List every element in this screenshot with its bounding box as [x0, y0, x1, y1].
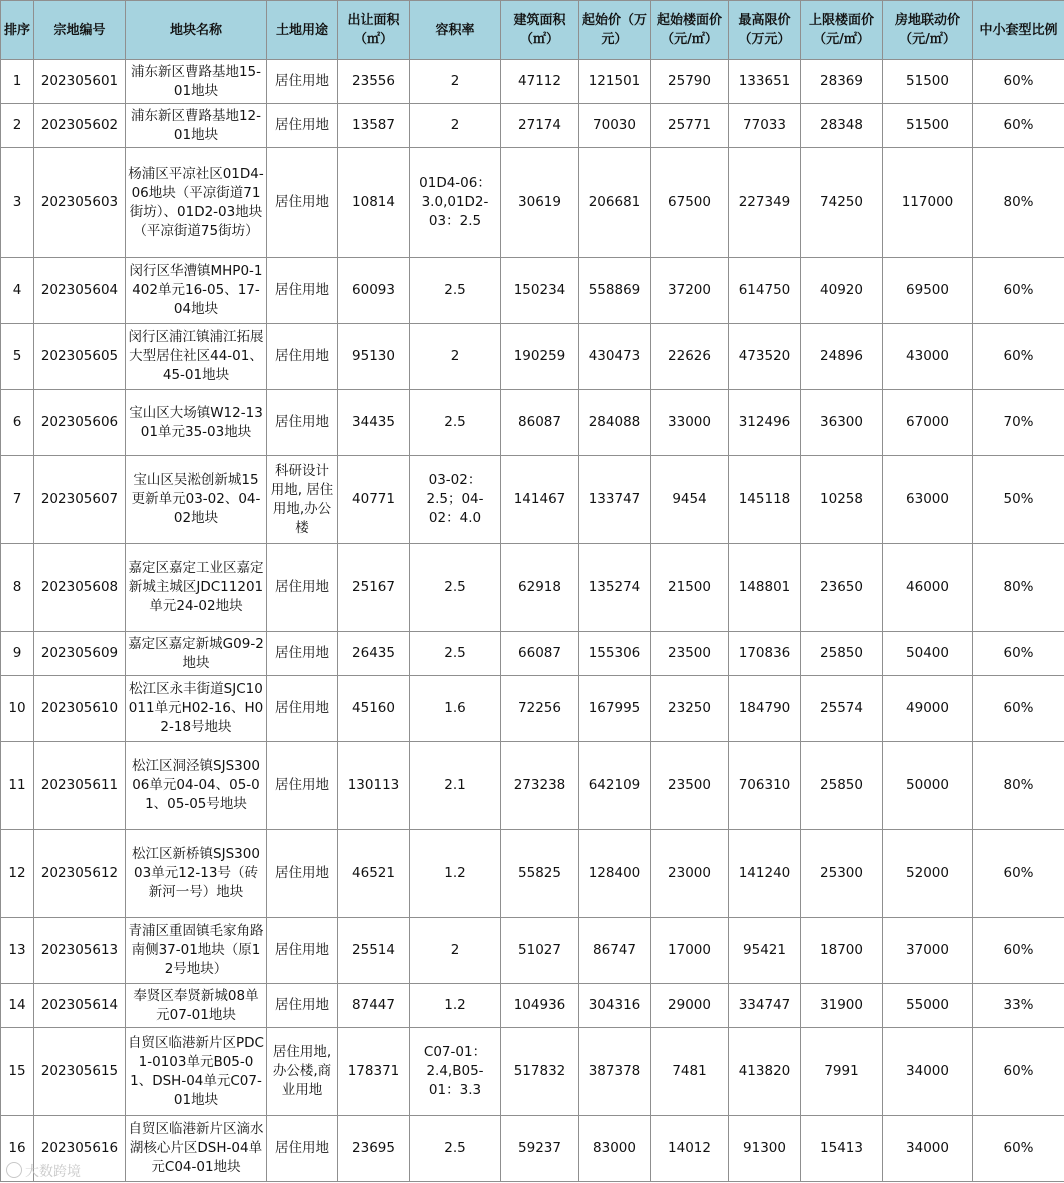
cell-build-area: 30619 [501, 148, 579, 258]
cell-max-price: 95421 [729, 918, 801, 984]
cell-start-price: 133747 [579, 456, 651, 544]
cell-max-floor-price: 31900 [801, 984, 883, 1028]
cell-use: 居住用地 [267, 632, 338, 676]
cell-linked-price: 46000 [883, 544, 973, 632]
cell-max-floor-price: 24896 [801, 324, 883, 390]
cell-use: 居住用地 [267, 1116, 338, 1182]
cell-area: 25167 [338, 544, 410, 632]
cell-area: 25514 [338, 918, 410, 984]
cell-area: 34435 [338, 390, 410, 456]
cell-name: 闵行区浦江镇浦江拓展大型居住社区44-01、45-01地块 [126, 324, 267, 390]
cell-area: 130113 [338, 742, 410, 830]
cell-use: 居住用地 [267, 60, 338, 104]
cell-start-floor-price: 21500 [651, 544, 729, 632]
cell-small-unit-ratio: 60% [973, 1116, 1064, 1182]
cell-area: 95130 [338, 324, 410, 390]
cell-build-area: 55825 [501, 830, 579, 918]
cell-max-floor-price: 25574 [801, 676, 883, 742]
cell-max-price: 170836 [729, 632, 801, 676]
cell-rank: 14 [1, 984, 34, 1028]
cell-max-floor-price: 7991 [801, 1028, 883, 1116]
cell-use: 居住用地 [267, 918, 338, 984]
cell-rank: 3 [1, 148, 34, 258]
header-max-floor-price: 上限楼面价（元/㎡） [801, 1, 883, 60]
cell-build-area: 62918 [501, 544, 579, 632]
cell-use: 居住用地 [267, 984, 338, 1028]
cell-rank: 8 [1, 544, 34, 632]
cell-max-price: 312496 [729, 390, 801, 456]
cell-build-area: 273238 [501, 742, 579, 830]
cell-area: 13587 [338, 104, 410, 148]
cell-linked-price: 67000 [883, 390, 973, 456]
cell-small-unit-ratio: 60% [973, 632, 1064, 676]
cell-max-price: 141240 [729, 830, 801, 918]
cell-linked-price: 43000 [883, 324, 973, 390]
cell-max-floor-price: 74250 [801, 148, 883, 258]
cell-far: 2.5 [410, 390, 501, 456]
cell-code: 202305605 [34, 324, 126, 390]
cell-code: 202305610 [34, 676, 126, 742]
cell-linked-price: 49000 [883, 676, 973, 742]
cell-start-floor-price: 25771 [651, 104, 729, 148]
cell-far: 2 [410, 324, 501, 390]
cell-rank: 16 [1, 1116, 34, 1182]
cell-max-price: 614750 [729, 258, 801, 324]
cell-small-unit-ratio: 80% [973, 148, 1064, 258]
cell-name: 嘉定区嘉定工业区嘉定新城主城区JDC11201单元24-02地块 [126, 544, 267, 632]
cell-start-price: 121501 [579, 60, 651, 104]
cell-use: 居住用地 [267, 390, 338, 456]
cell-max-floor-price: 36300 [801, 390, 883, 456]
cell-far: 2 [410, 918, 501, 984]
cell-max-floor-price: 25850 [801, 742, 883, 830]
header-build-area: 建筑面积（㎡） [501, 1, 579, 60]
cell-max-floor-price: 28348 [801, 104, 883, 148]
cell-code: 202305614 [34, 984, 126, 1028]
table-row [1, 1116, 1064, 1182]
cell-small-unit-ratio: 80% [973, 544, 1064, 632]
table-row [1, 104, 1064, 148]
cell-name: 自贸区临港新片区PDC1-0103单元B05-01、DSH-04单元C07-01地块 [126, 1028, 267, 1116]
cell-use: 居住用地 [267, 544, 338, 632]
cell-max-floor-price: 15413 [801, 1116, 883, 1182]
cell-small-unit-ratio: 70% [973, 390, 1064, 456]
cell-far: C07-01：2.4,B05-01：3.3 [410, 1028, 501, 1116]
cell-max-price: 227349 [729, 148, 801, 258]
cell-build-area: 141467 [501, 456, 579, 544]
cell-far: 2 [410, 104, 501, 148]
cell-build-area: 51027 [501, 918, 579, 984]
header-start-price: 起始价（万元） [579, 1, 651, 60]
cell-name: 自贸区临港新片区滴水湖核心片区DSH-04单元C04-01地块 [126, 1116, 267, 1182]
table-row [1, 258, 1064, 324]
cell-start-floor-price: 29000 [651, 984, 729, 1028]
cell-max-price: 133651 [729, 60, 801, 104]
table-row [1, 60, 1064, 104]
cell-start-floor-price: 22626 [651, 324, 729, 390]
cell-start-floor-price: 17000 [651, 918, 729, 984]
cell-max-floor-price: 23650 [801, 544, 883, 632]
cell-area: 23556 [338, 60, 410, 104]
cell-start-floor-price: 25790 [651, 60, 729, 104]
cell-small-unit-ratio: 60% [973, 104, 1064, 148]
table-row [1, 544, 1064, 632]
cell-start-price: 128400 [579, 830, 651, 918]
cell-far: 2.5 [410, 258, 501, 324]
cell-start-price: 83000 [579, 1116, 651, 1182]
cell-area: 23695 [338, 1116, 410, 1182]
table-body [1, 60, 1064, 1182]
cell-area: 26435 [338, 632, 410, 676]
header-start-floor-price: 起始楼面价（元/㎡） [651, 1, 729, 60]
cell-max-price: 91300 [729, 1116, 801, 1182]
cell-linked-price: 63000 [883, 456, 973, 544]
cell-max-price: 148801 [729, 544, 801, 632]
cell-max-price: 413820 [729, 1028, 801, 1116]
cell-name: 松江区永丰街道SJC10011单元H02-16、H02-18号地块 [126, 676, 267, 742]
header-name: 地块名称 [126, 1, 267, 60]
cell-build-area: 517832 [501, 1028, 579, 1116]
cell-rank: 11 [1, 742, 34, 830]
cell-area: 45160 [338, 676, 410, 742]
cell-build-area: 47112 [501, 60, 579, 104]
header-far: 容积率 [410, 1, 501, 60]
header-max-price: 最高限价（万元） [729, 1, 801, 60]
cell-start-floor-price: 23500 [651, 742, 729, 830]
cell-start-floor-price: 67500 [651, 148, 729, 258]
cell-linked-price: 51500 [883, 104, 973, 148]
cell-linked-price: 69500 [883, 258, 973, 324]
cell-small-unit-ratio: 80% [973, 742, 1064, 830]
cell-use: 居住用地 [267, 676, 338, 742]
cell-start-price: 70030 [579, 104, 651, 148]
cell-name: 嘉定区嘉定新城G09-2地块 [126, 632, 267, 676]
table-row [1, 742, 1064, 830]
cell-max-floor-price: 25300 [801, 830, 883, 918]
cell-far: 1.2 [410, 984, 501, 1028]
cell-name: 松江区洞泾镇SJS30006单元04-04、05-01、05-05号地块 [126, 742, 267, 830]
cell-start-price: 284088 [579, 390, 651, 456]
cell-max-price: 473520 [729, 324, 801, 390]
cell-rank: 9 [1, 632, 34, 676]
table-row [1, 984, 1064, 1028]
cell-start-floor-price: 33000 [651, 390, 729, 456]
cell-rank: 2 [1, 104, 34, 148]
cell-area: 10814 [338, 148, 410, 258]
cell-code: 202305606 [34, 390, 126, 456]
cell-far: 2 [410, 60, 501, 104]
cell-build-area: 190259 [501, 324, 579, 390]
cell-code: 202305603 [34, 148, 126, 258]
cell-start-floor-price: 23250 [651, 676, 729, 742]
cell-use: 居住用地 [267, 148, 338, 258]
cell-far: 2.5 [410, 544, 501, 632]
cell-linked-price: 55000 [883, 984, 973, 1028]
cell-name: 闵行区华漕镇MHP0-1402单元16-05、17-04地块 [126, 258, 267, 324]
header-rank: 排序 [1, 1, 34, 60]
table-row [1, 148, 1064, 258]
cell-small-unit-ratio: 60% [973, 1028, 1064, 1116]
cell-rank: 13 [1, 918, 34, 984]
cell-far: 1.2 [410, 830, 501, 918]
cell-use: 居住用地 [267, 258, 338, 324]
cell-name: 浦东新区曹路基地15-01地块 [126, 60, 267, 104]
cell-far: 2.1 [410, 742, 501, 830]
cell-build-area: 150234 [501, 258, 579, 324]
cell-code: 202305611 [34, 742, 126, 830]
cell-linked-price: 50400 [883, 632, 973, 676]
cell-small-unit-ratio: 60% [973, 918, 1064, 984]
cell-linked-price: 34000 [883, 1116, 973, 1182]
cell-name: 杨浦区平凉社区01D4-06地块（平凉街道71街坊）、01D2-03地块（平凉街道75街坊） [126, 148, 267, 258]
cell-name: 宝山区吴淞创新城15更新单元03-02、04-02地块 [126, 456, 267, 544]
cell-build-area: 72256 [501, 676, 579, 742]
cell-small-unit-ratio: 50% [973, 456, 1064, 544]
cell-start-floor-price: 9454 [651, 456, 729, 544]
cell-far: 2.5 [410, 632, 501, 676]
table-row [1, 456, 1064, 544]
table-row [1, 918, 1064, 984]
cell-linked-price: 34000 [883, 1028, 973, 1116]
cell-rank: 7 [1, 456, 34, 544]
cell-small-unit-ratio: 60% [973, 676, 1064, 742]
header-code: 宗地编号 [34, 1, 126, 60]
cell-build-area: 104936 [501, 984, 579, 1028]
cell-area: 60093 [338, 258, 410, 324]
cell-rank: 5 [1, 324, 34, 390]
cell-far: 03-02：2.5；04-02：4.0 [410, 456, 501, 544]
cell-start-floor-price: 23500 [651, 632, 729, 676]
watermark-text: 大数跨境 [25, 1164, 81, 1180]
header-linked-price: 房地联动价（元/㎡） [883, 1, 973, 60]
cell-far: 01D4-06：3.0,01D2-03：2.5 [410, 148, 501, 258]
cell-start-price: 558869 [579, 258, 651, 324]
cell-start-price: 304316 [579, 984, 651, 1028]
cell-small-unit-ratio: 60% [973, 258, 1064, 324]
cell-start-floor-price: 7481 [651, 1028, 729, 1116]
cell-max-floor-price: 40920 [801, 258, 883, 324]
cell-start-price: 387378 [579, 1028, 651, 1116]
cell-linked-price: 52000 [883, 830, 973, 918]
cell-use: 居住用地 [267, 104, 338, 148]
cell-max-floor-price: 28369 [801, 60, 883, 104]
cell-area: 87447 [338, 984, 410, 1028]
cell-code: 202305615 [34, 1028, 126, 1116]
table-row [1, 676, 1064, 742]
cell-linked-price: 37000 [883, 918, 973, 984]
cell-small-unit-ratio: 33% [973, 984, 1064, 1028]
table-row [1, 1028, 1064, 1116]
cell-use: 居住用地,办公楼,商业用地 [267, 1028, 338, 1116]
cell-linked-price: 51500 [883, 60, 973, 104]
watermark-logo-icon [6, 1162, 22, 1178]
cell-rank: 10 [1, 676, 34, 742]
cell-linked-price: 117000 [883, 148, 973, 258]
table-row [1, 830, 1064, 918]
table-row [1, 632, 1064, 676]
cell-start-price: 206681 [579, 148, 651, 258]
cell-code: 202305613 [34, 918, 126, 984]
cell-rank: 1 [1, 60, 34, 104]
cell-start-price: 86747 [579, 918, 651, 984]
table-row [1, 390, 1064, 456]
cell-build-area: 27174 [501, 104, 579, 148]
cell-name: 青浦区重固镇毛家角路南侧37-01地块（原12号地块） [126, 918, 267, 984]
cell-start-price: 135274 [579, 544, 651, 632]
cell-linked-price: 50000 [883, 742, 973, 830]
cell-start-floor-price: 37200 [651, 258, 729, 324]
cell-build-area: 86087 [501, 390, 579, 456]
cell-area: 40771 [338, 456, 410, 544]
cell-small-unit-ratio: 60% [973, 830, 1064, 918]
cell-max-price: 334747 [729, 984, 801, 1028]
cell-rank: 6 [1, 390, 34, 456]
cell-start-price: 155306 [579, 632, 651, 676]
cell-code: 202305601 [34, 60, 126, 104]
cell-max-price: 145118 [729, 456, 801, 544]
cell-far: 1.6 [410, 676, 501, 742]
cell-code: 202305602 [34, 104, 126, 148]
cell-code: 202305612 [34, 830, 126, 918]
cell-use: 居住用地 [267, 324, 338, 390]
cell-use: 居住用地 [267, 742, 338, 830]
header-small-unit-ratio: 中小套型比例 [973, 1, 1064, 60]
cell-name: 浦东新区曹路基地12-01地块 [126, 104, 267, 148]
cell-name: 松江区新桥镇SJS30003单元12-13号（砖新河一号）地块 [126, 830, 267, 918]
cell-small-unit-ratio: 60% [973, 324, 1064, 390]
cell-area: 178371 [338, 1028, 410, 1116]
cell-rank: 12 [1, 830, 34, 918]
header-area: 出让面积（㎡） [338, 1, 410, 60]
cell-code: 202305604 [34, 258, 126, 324]
cell-use: 科研设计用地, 居住用地,办公楼 [267, 456, 338, 544]
cell-start-price: 430473 [579, 324, 651, 390]
cell-use: 居住用地 [267, 830, 338, 918]
cell-far: 2.5 [410, 1116, 501, 1182]
cell-start-price: 642109 [579, 742, 651, 830]
cell-max-floor-price: 18700 [801, 918, 883, 984]
cell-start-price: 167995 [579, 676, 651, 742]
cell-name: 奉贤区奉贤新城08单元07-01地块 [126, 984, 267, 1028]
cell-code: 202305609 [34, 632, 126, 676]
cell-small-unit-ratio: 60% [973, 60, 1064, 104]
cell-start-floor-price: 14012 [651, 1116, 729, 1182]
cell-max-price: 706310 [729, 742, 801, 830]
cell-max-price: 184790 [729, 676, 801, 742]
table-header-row [1, 1, 1064, 60]
cell-build-area: 59237 [501, 1116, 579, 1182]
cell-rank: 15 [1, 1028, 34, 1116]
cell-code: 202305608 [34, 544, 126, 632]
cell-start-floor-price: 23000 [651, 830, 729, 918]
header-use: 土地用途 [267, 1, 338, 60]
cell-name: 宝山区大场镇W12-1301单元35-03地块 [126, 390, 267, 456]
cell-max-floor-price: 10258 [801, 456, 883, 544]
cell-build-area: 66087 [501, 632, 579, 676]
cell-code: 202305607 [34, 456, 126, 544]
cell-max-floor-price: 25850 [801, 632, 883, 676]
table-row [1, 324, 1064, 390]
cell-code: 202305616 [34, 1116, 126, 1182]
cell-max-price: 77033 [729, 104, 801, 148]
cell-rank: 4 [1, 258, 34, 324]
watermark [6, 1161, 81, 1181]
cell-area: 46521 [338, 830, 410, 918]
